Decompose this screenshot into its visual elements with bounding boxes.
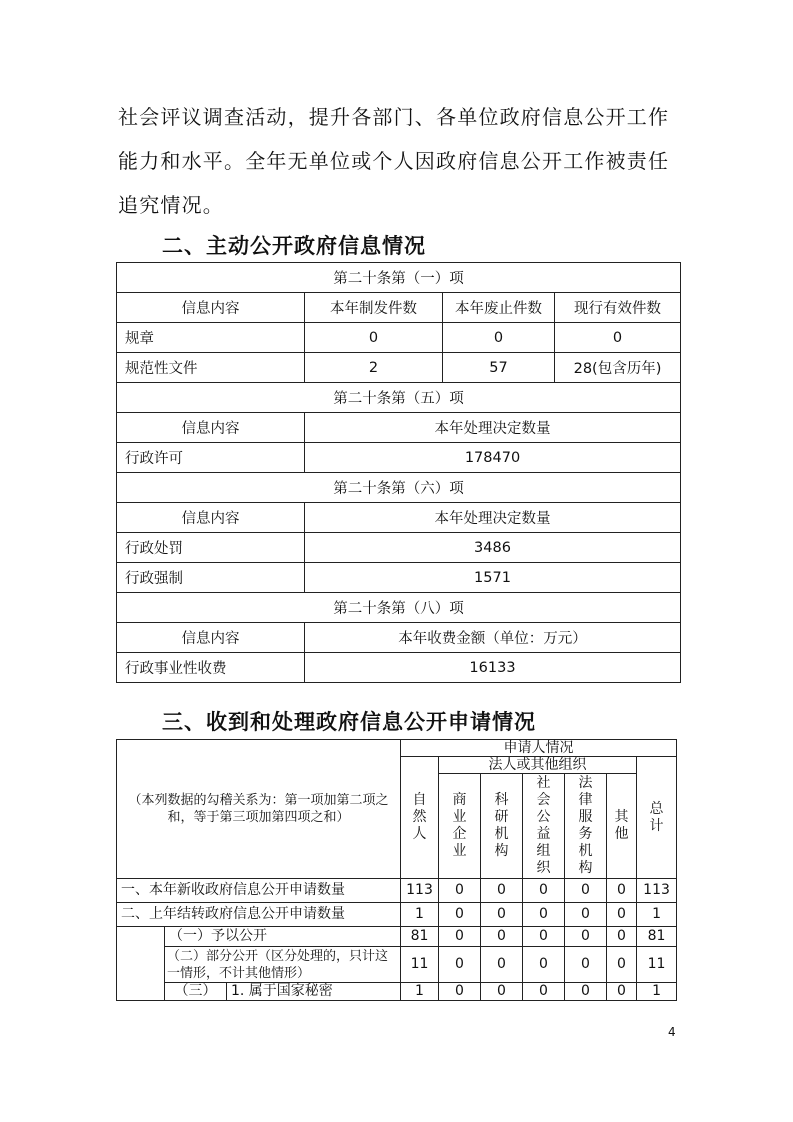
art8-header: 信息内容: [117, 623, 305, 653]
intro-line: 社会评议调查活动，提升各部门、各单位政府信息公开工作: [118, 105, 670, 129]
column-header: [401, 757, 439, 879]
cell-value: 0: [607, 947, 637, 983]
row-label: 行政许可: [117, 443, 305, 473]
cell-value: 0: [607, 879, 637, 903]
cell-value: 113: [401, 879, 439, 903]
table-note: （本列数据的勾稽关系为：第一项加第二项之和，等于第三项加第四项之和）: [117, 740, 401, 879]
column-header: [439, 774, 481, 879]
cell-value: 0: [565, 983, 607, 1001]
cell-value: 0: [439, 983, 481, 1001]
art1-header: 信息内容: [117, 293, 305, 323]
group-spacer-cell: [117, 927, 165, 1001]
cell-value: 3486: [305, 533, 681, 563]
cell-value: 0: [565, 879, 607, 903]
cell-value: 0: [523, 903, 565, 927]
section2-title: 二、主动公开政府信息情况: [162, 234, 426, 258]
cell-value: 0: [555, 323, 681, 353]
cell-value: 178470: [305, 443, 681, 473]
cell-value: 1: [401, 983, 439, 1001]
cell-value: 0: [481, 927, 523, 947]
column-header-text: 商业企业: [452, 792, 467, 859]
intro-line: 追究情况。: [118, 193, 224, 217]
column-header-text: 自然人: [412, 792, 427, 842]
art5-header: 信息内容: [117, 413, 305, 443]
cell-value: 0: [439, 947, 481, 983]
column-header: [523, 774, 565, 879]
cell-value: 1: [637, 903, 677, 927]
art1-header: 本年废止件数: [443, 293, 555, 323]
cell-value: 0: [439, 927, 481, 947]
column-header: [607, 774, 637, 879]
cell-value: 113: [637, 879, 677, 903]
cell-value: 0: [523, 879, 565, 903]
art8-title: 第二十条第（八）项: [117, 593, 681, 623]
group-label: （三）: [165, 983, 227, 1001]
row-label: （二）部分公开（区分处理的，只计这一情形，不计其他情形）: [165, 947, 401, 983]
row-label: 行政强制: [117, 563, 305, 593]
row-label: （一）予以公开: [165, 927, 401, 947]
row-label: 行政处罚: [117, 533, 305, 563]
cell-value: 0: [443, 323, 555, 353]
proactive-disclosure-table: [116, 262, 681, 683]
column-header-text: 科研机构: [494, 792, 509, 859]
row-label: 行政事业性收费: [117, 653, 305, 683]
row-label: 规范性文件: [117, 353, 305, 383]
cell-value: 16133: [305, 653, 681, 683]
cell-value: 1: [401, 903, 439, 927]
cell-value: 0: [565, 927, 607, 947]
cell-value: 2: [305, 353, 443, 383]
art1-header: 本年制发件数: [305, 293, 443, 323]
cell-value: 0: [607, 903, 637, 927]
cell-value: 0: [481, 879, 523, 903]
applicant-header: 申请人情况: [401, 740, 677, 757]
cell-value: 57: [443, 353, 555, 383]
art1-title: 第二十条第（一）项: [117, 263, 681, 293]
art1-header: 现行有效件数: [555, 293, 681, 323]
art6-header: 本年处理决定数量: [305, 503, 681, 533]
cell-value: 1: [637, 983, 677, 1001]
application-table: [116, 739, 677, 1001]
cell-value: 0: [565, 903, 607, 927]
cell-value: 0: [481, 983, 523, 1001]
column-header-text: 总计: [649, 800, 664, 834]
cell-value: 81: [637, 927, 677, 947]
cell-value: 0: [481, 947, 523, 983]
column-header-text: 其他: [614, 809, 629, 842]
cell-value: 0: [607, 927, 637, 947]
art5-header: 本年处理决定数量: [305, 413, 681, 443]
column-header-text: 社会公益组织: [536, 775, 551, 876]
art6-header: 信息内容: [117, 503, 305, 533]
cell-value: 0: [565, 947, 607, 983]
section3-title: 三、收到和处理政府信息公开申请情况: [162, 710, 536, 734]
cell-value: 28(包含历年): [555, 353, 681, 383]
cell-value: 0: [523, 983, 565, 1001]
column-header: [637, 757, 677, 879]
cell-value: 0: [607, 983, 637, 1001]
row-label: 二、上年结转政府信息公开申请数量: [117, 903, 401, 927]
column-header: [565, 774, 607, 879]
legal-header: 法人或其他组织: [439, 757, 637, 774]
intro-line: 能力和水平。全年无单位或个人因政府信息公开工作被责任: [118, 149, 670, 173]
column-header: [481, 774, 523, 879]
cell-value: 0: [481, 903, 523, 927]
intro-paragraph: [118, 95, 678, 227]
cell-value: 1571: [305, 563, 681, 593]
cell-value: 0: [523, 927, 565, 947]
art8-header: 本年收费金额（单位：万元）: [305, 623, 681, 653]
cell-value: 0: [305, 323, 443, 353]
cell-value: 0: [439, 879, 481, 903]
art6-title: 第二十条第（六）项: [117, 473, 681, 503]
art5-title: 第二十条第（五）项: [117, 383, 681, 413]
page-number: 4: [668, 1025, 676, 1039]
cell-value: 11: [637, 947, 677, 983]
cell-value: 0: [523, 947, 565, 983]
row-label: 一、本年新收政府信息公开申请数量: [117, 879, 401, 903]
cell-value: 11: [401, 947, 439, 983]
row-label: 规章: [117, 323, 305, 353]
column-header-text: 法律服务机构: [578, 775, 593, 876]
cell-value: 0: [439, 903, 481, 927]
cell-value: 81: [401, 927, 439, 947]
row-label: 1. 属于国家秘密: [227, 983, 401, 1001]
